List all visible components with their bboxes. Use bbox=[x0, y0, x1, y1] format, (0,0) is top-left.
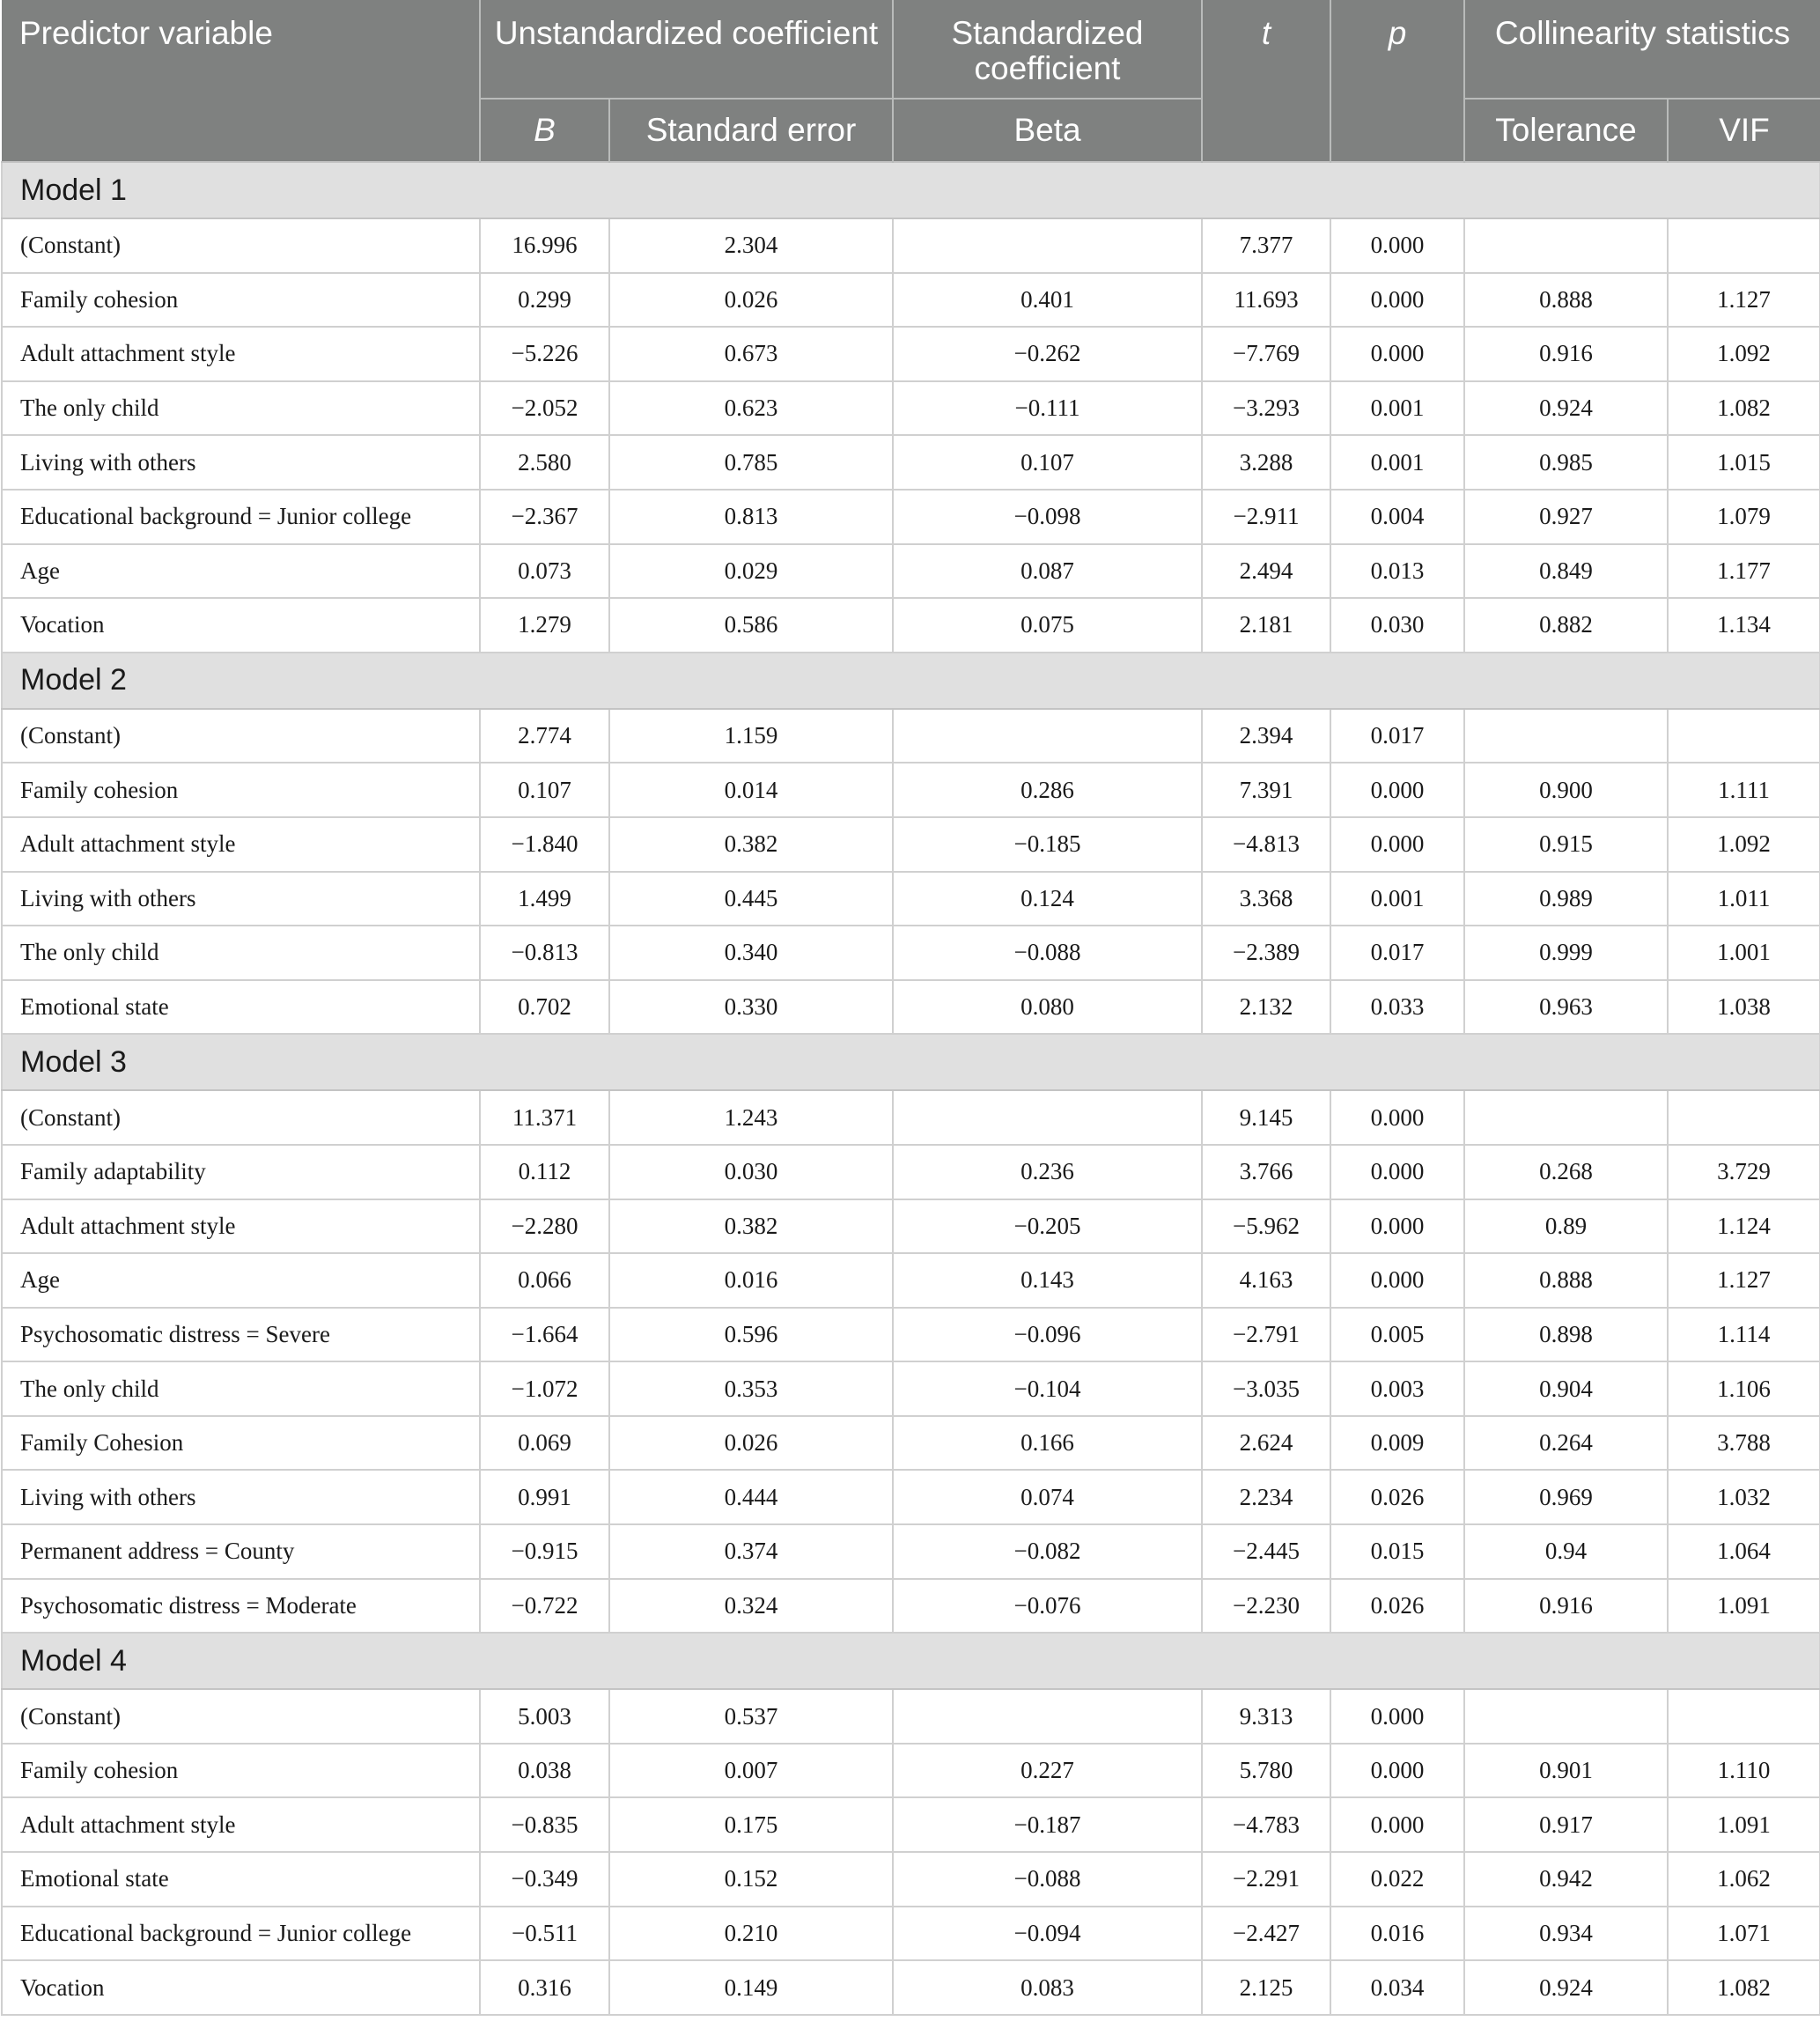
cell-standard-error: 0.029 bbox=[609, 544, 893, 599]
table-row bbox=[2, 273, 1820, 328]
cell-tolerance bbox=[1464, 709, 1668, 764]
cell-standard-error: 0.586 bbox=[609, 598, 893, 653]
cell-b: 16.996 bbox=[480, 218, 609, 273]
header-unstandardized-coefficient: Unstandardized coefficient bbox=[480, 0, 893, 99]
cell-predictor: Adult attachment style bbox=[2, 1199, 480, 1254]
header-standard-error: Standard error bbox=[609, 99, 893, 162]
cell-tolerance bbox=[1464, 1689, 1668, 1744]
cell-vif: 1.032 bbox=[1668, 1470, 1820, 1524]
cell-t: 11.693 bbox=[1202, 273, 1330, 328]
cell-standard-error: 0.324 bbox=[609, 1579, 893, 1634]
model-header-row bbox=[2, 1034, 1820, 1090]
cell-tolerance bbox=[1464, 218, 1668, 273]
cell-t: 3.288 bbox=[1202, 435, 1330, 490]
cell-predictor: Emotional state bbox=[2, 980, 480, 1035]
cell-t: 5.780 bbox=[1202, 1744, 1330, 1798]
table-row bbox=[2, 1199, 1820, 1254]
cell-tolerance: 0.900 bbox=[1464, 763, 1668, 817]
cell-t: 2.132 bbox=[1202, 980, 1330, 1035]
cell-predictor: Adult attachment style bbox=[2, 817, 480, 872]
cell-beta: 0.083 bbox=[893, 1960, 1202, 2015]
cell-vif: 1.092 bbox=[1668, 327, 1820, 381]
cell-p: 0.000 bbox=[1330, 817, 1464, 872]
table-row bbox=[2, 1907, 1820, 1961]
cell-predictor: Family adaptability bbox=[2, 1145, 480, 1199]
table-row bbox=[2, 763, 1820, 817]
table-row bbox=[2, 1470, 1820, 1524]
table-row bbox=[2, 1744, 1820, 1798]
cell-standard-error: 0.673 bbox=[609, 327, 893, 381]
cell-beta: −0.088 bbox=[893, 1852, 1202, 1907]
model-header-row bbox=[2, 1633, 1820, 1689]
cell-p: 0.013 bbox=[1330, 544, 1464, 599]
cell-p: 0.000 bbox=[1330, 763, 1464, 817]
cell-p: 0.003 bbox=[1330, 1361, 1464, 1416]
cell-p: 0.005 bbox=[1330, 1308, 1464, 1362]
cell-beta: −0.082 bbox=[893, 1524, 1202, 1579]
cell-p: 0.009 bbox=[1330, 1416, 1464, 1471]
cell-beta: 0.401 bbox=[893, 273, 1202, 328]
cell-b: 0.066 bbox=[480, 1253, 609, 1308]
cell-tolerance: 0.999 bbox=[1464, 926, 1668, 980]
cell-b: −0.722 bbox=[480, 1579, 609, 1634]
cell-beta bbox=[893, 1689, 1202, 1744]
cell-p: 0.033 bbox=[1330, 980, 1464, 1035]
table-row bbox=[2, 435, 1820, 490]
header-b bbox=[480, 99, 609, 162]
table-row bbox=[2, 1797, 1820, 1852]
cell-vif bbox=[1668, 1090, 1820, 1145]
cell-vif: 1.091 bbox=[1668, 1797, 1820, 1852]
cell-b: −1.072 bbox=[480, 1361, 609, 1416]
cell-predictor: The only child bbox=[2, 1361, 480, 1416]
cell-tolerance: 0.904 bbox=[1464, 1361, 1668, 1416]
cell-b: −2.280 bbox=[480, 1199, 609, 1254]
header-beta: Beta bbox=[893, 99, 1202, 162]
cell-standard-error: 2.304 bbox=[609, 218, 893, 273]
cell-b: 2.580 bbox=[480, 435, 609, 490]
cell-tolerance: 0.898 bbox=[1464, 1308, 1668, 1362]
cell-tolerance: 0.89 bbox=[1464, 1199, 1668, 1254]
cell-beta: 0.286 bbox=[893, 763, 1202, 817]
cell-beta: −0.094 bbox=[893, 1907, 1202, 1961]
cell-beta: −0.205 bbox=[893, 1199, 1202, 1254]
header-b-label: B bbox=[534, 112, 556, 148]
cell-predictor: Living with others bbox=[2, 435, 480, 490]
cell-predictor: (Constant) bbox=[2, 218, 480, 273]
cell-tolerance: 0.849 bbox=[1464, 544, 1668, 599]
cell-vif: 1.071 bbox=[1668, 1907, 1820, 1961]
cell-vif: 1.092 bbox=[1668, 817, 1820, 872]
table-row bbox=[2, 381, 1820, 436]
cell-beta: 0.236 bbox=[893, 1145, 1202, 1199]
cell-predictor: Educational background = Junior college bbox=[2, 1907, 480, 1961]
cell-vif: 1.082 bbox=[1668, 1960, 1820, 2015]
cell-vif: 1.082 bbox=[1668, 381, 1820, 436]
cell-standard-error: 1.243 bbox=[609, 1090, 893, 1145]
cell-predictor: (Constant) bbox=[2, 1090, 480, 1145]
cell-predictor: Age bbox=[2, 544, 480, 599]
cell-vif: 3.788 bbox=[1668, 1416, 1820, 1471]
table-row bbox=[2, 872, 1820, 926]
cell-tolerance: 0.901 bbox=[1464, 1744, 1668, 1798]
cell-p: 0.022 bbox=[1330, 1852, 1464, 1907]
table-row bbox=[2, 544, 1820, 599]
cell-tolerance: 0.942 bbox=[1464, 1852, 1668, 1907]
cell-b: −0.915 bbox=[480, 1524, 609, 1579]
cell-t: 3.368 bbox=[1202, 872, 1330, 926]
cell-beta: −0.262 bbox=[893, 327, 1202, 381]
cell-b: 1.279 bbox=[480, 598, 609, 653]
cell-standard-error: 0.007 bbox=[609, 1744, 893, 1798]
cell-b: 1.499 bbox=[480, 872, 609, 926]
cell-p: 0.000 bbox=[1330, 1145, 1464, 1199]
cell-vif: 1.015 bbox=[1668, 435, 1820, 490]
cell-predictor: (Constant) bbox=[2, 1689, 480, 1744]
header-t bbox=[1202, 0, 1330, 162]
table-row bbox=[2, 817, 1820, 872]
cell-vif: 1.111 bbox=[1668, 763, 1820, 817]
table-row bbox=[2, 598, 1820, 653]
cell-predictor: Family cohesion bbox=[2, 763, 480, 817]
cell-p: 0.000 bbox=[1330, 273, 1464, 328]
table-row bbox=[2, 1524, 1820, 1579]
cell-vif: 1.079 bbox=[1668, 490, 1820, 544]
cell-t: 2.181 bbox=[1202, 598, 1330, 653]
cell-b: 0.991 bbox=[480, 1470, 609, 1524]
cell-t: 7.391 bbox=[1202, 763, 1330, 817]
cell-b: 0.299 bbox=[480, 273, 609, 328]
cell-tolerance: 0.917 bbox=[1464, 1797, 1668, 1852]
regression-table bbox=[1, 0, 1820, 2016]
cell-beta: 0.107 bbox=[893, 435, 1202, 490]
table-row bbox=[2, 1361, 1820, 1416]
cell-t: −2.389 bbox=[1202, 926, 1330, 980]
cell-tolerance: 0.888 bbox=[1464, 273, 1668, 328]
cell-t: 4.163 bbox=[1202, 1253, 1330, 1308]
cell-tolerance: 0.969 bbox=[1464, 1470, 1668, 1524]
cell-t: −4.813 bbox=[1202, 817, 1330, 872]
cell-predictor: Family cohesion bbox=[2, 273, 480, 328]
header-vif: VIF bbox=[1668, 99, 1820, 162]
cell-t: 2.125 bbox=[1202, 1960, 1330, 2015]
cell-tolerance: 0.888 bbox=[1464, 1253, 1668, 1308]
cell-beta: −0.088 bbox=[893, 926, 1202, 980]
cell-vif: 1.127 bbox=[1668, 1253, 1820, 1308]
cell-tolerance: 0.963 bbox=[1464, 980, 1668, 1035]
cell-tolerance: 0.915 bbox=[1464, 817, 1668, 872]
table-row bbox=[2, 327, 1820, 381]
cell-standard-error: 0.340 bbox=[609, 926, 893, 980]
cell-standard-error: 0.175 bbox=[609, 1797, 893, 1852]
cell-b: −2.052 bbox=[480, 381, 609, 436]
cell-standard-error: 0.026 bbox=[609, 1416, 893, 1471]
cell-vif bbox=[1668, 1689, 1820, 1744]
cell-standard-error: 0.813 bbox=[609, 490, 893, 544]
cell-standard-error: 0.537 bbox=[609, 1689, 893, 1744]
cell-standard-error: 0.014 bbox=[609, 763, 893, 817]
cell-vif: 1.177 bbox=[1668, 544, 1820, 599]
model-title: Model 2 bbox=[2, 653, 1820, 709]
cell-p: 0.017 bbox=[1330, 709, 1464, 764]
cell-p: 0.016 bbox=[1330, 1907, 1464, 1961]
cell-t: −2.791 bbox=[1202, 1308, 1330, 1362]
cell-p: 0.004 bbox=[1330, 490, 1464, 544]
table-row bbox=[2, 490, 1820, 544]
cell-beta: −0.187 bbox=[893, 1797, 1202, 1852]
cell-p: 0.000 bbox=[1330, 1797, 1464, 1852]
cell-t: 9.313 bbox=[1202, 1689, 1330, 1744]
cell-p: 0.000 bbox=[1330, 1090, 1464, 1145]
cell-p: 0.034 bbox=[1330, 1960, 1464, 2015]
cell-standard-error: 0.330 bbox=[609, 980, 893, 1035]
cell-b: 0.069 bbox=[480, 1416, 609, 1471]
cell-tolerance: 0.934 bbox=[1464, 1907, 1668, 1961]
model-title: Model 3 bbox=[2, 1034, 1820, 1090]
table-row bbox=[2, 1090, 1820, 1145]
table-row bbox=[2, 1253, 1820, 1308]
table-row bbox=[2, 926, 1820, 980]
cell-b: 0.038 bbox=[480, 1744, 609, 1798]
cell-predictor: The only child bbox=[2, 926, 480, 980]
cell-standard-error: 0.596 bbox=[609, 1308, 893, 1362]
cell-standard-error: 1.159 bbox=[609, 709, 893, 764]
cell-vif: 1.062 bbox=[1668, 1852, 1820, 1907]
cell-vif bbox=[1668, 218, 1820, 273]
cell-beta: 0.143 bbox=[893, 1253, 1202, 1308]
cell-predictor: Psychosomatic distress = Severe bbox=[2, 1308, 480, 1362]
cell-predictor: (Constant) bbox=[2, 709, 480, 764]
model-title: Model 1 bbox=[2, 162, 1820, 218]
cell-tolerance: 0.916 bbox=[1464, 327, 1668, 381]
cell-predictor: Living with others bbox=[2, 872, 480, 926]
table-row bbox=[2, 1579, 1820, 1634]
cell-t: −4.783 bbox=[1202, 1797, 1330, 1852]
cell-standard-error: 0.026 bbox=[609, 273, 893, 328]
header-p bbox=[1330, 0, 1464, 162]
cell-beta: −0.076 bbox=[893, 1579, 1202, 1634]
cell-beta bbox=[893, 1090, 1202, 1145]
header-t-label: t bbox=[1261, 15, 1271, 51]
cell-predictor: Adult attachment style bbox=[2, 327, 480, 381]
header-predictor-variable: Predictor variable bbox=[2, 0, 480, 162]
cell-tolerance: 0.927 bbox=[1464, 490, 1668, 544]
table-header bbox=[2, 0, 1820, 162]
cell-tolerance: 0.924 bbox=[1464, 381, 1668, 436]
cell-t: 2.394 bbox=[1202, 709, 1330, 764]
cell-b: −2.367 bbox=[480, 490, 609, 544]
cell-t: 2.494 bbox=[1202, 544, 1330, 599]
cell-predictor: Educational background = Junior college bbox=[2, 490, 480, 544]
model-header-row bbox=[2, 162, 1820, 218]
cell-predictor: Age bbox=[2, 1253, 480, 1308]
cell-b: −1.840 bbox=[480, 817, 609, 872]
cell-tolerance: 0.924 bbox=[1464, 1960, 1668, 2015]
cell-b: 0.316 bbox=[480, 1960, 609, 2015]
cell-standard-error: 0.623 bbox=[609, 381, 893, 436]
cell-t: 3.766 bbox=[1202, 1145, 1330, 1199]
cell-standard-error: 0.382 bbox=[609, 1199, 893, 1254]
header-tolerance: Tolerance bbox=[1464, 99, 1668, 162]
cell-t: −3.293 bbox=[1202, 381, 1330, 436]
cell-p: 0.026 bbox=[1330, 1470, 1464, 1524]
cell-b: 5.003 bbox=[480, 1689, 609, 1744]
cell-b: −0.511 bbox=[480, 1907, 609, 1961]
cell-vif: 1.114 bbox=[1668, 1308, 1820, 1362]
cell-vif: 1.038 bbox=[1668, 980, 1820, 1035]
cell-predictor: Vocation bbox=[2, 598, 480, 653]
table-row bbox=[2, 218, 1820, 273]
cell-beta: 0.227 bbox=[893, 1744, 1202, 1798]
cell-b: −1.664 bbox=[480, 1308, 609, 1362]
cell-beta: −0.098 bbox=[893, 490, 1202, 544]
cell-p: 0.001 bbox=[1330, 872, 1464, 926]
cell-tolerance: 0.916 bbox=[1464, 1579, 1668, 1634]
cell-standard-error: 0.374 bbox=[609, 1524, 893, 1579]
cell-tolerance: 0.94 bbox=[1464, 1524, 1668, 1579]
cell-vif: 1.134 bbox=[1668, 598, 1820, 653]
cell-vif: 3.729 bbox=[1668, 1145, 1820, 1199]
cell-b: 0.702 bbox=[480, 980, 609, 1035]
cell-standard-error: 0.382 bbox=[609, 817, 893, 872]
cell-t: 2.234 bbox=[1202, 1470, 1330, 1524]
cell-standard-error: 0.016 bbox=[609, 1253, 893, 1308]
cell-vif: 1.110 bbox=[1668, 1744, 1820, 1798]
cell-predictor: Family Cohesion bbox=[2, 1416, 480, 1471]
table-row bbox=[2, 1416, 1820, 1471]
cell-predictor: Family cohesion bbox=[2, 1744, 480, 1798]
cell-predictor: Psychosomatic distress = Moderate bbox=[2, 1579, 480, 1634]
cell-standard-error: 0.353 bbox=[609, 1361, 893, 1416]
header-p-label: p bbox=[1388, 15, 1407, 51]
cell-b: 0.107 bbox=[480, 763, 609, 817]
cell-p: 0.000 bbox=[1330, 1744, 1464, 1798]
cell-vif: 1.064 bbox=[1668, 1524, 1820, 1579]
cell-beta: 0.166 bbox=[893, 1416, 1202, 1471]
table-row bbox=[2, 1852, 1820, 1907]
table-body bbox=[2, 162, 1820, 2015]
cell-predictor: Emotional state bbox=[2, 1852, 480, 1907]
cell-p: 0.015 bbox=[1330, 1524, 1464, 1579]
cell-tolerance: 0.882 bbox=[1464, 598, 1668, 653]
table-row bbox=[2, 1689, 1820, 1744]
cell-p: 0.001 bbox=[1330, 381, 1464, 436]
table-row bbox=[2, 980, 1820, 1035]
cell-t: −2.230 bbox=[1202, 1579, 1330, 1634]
cell-b: 11.371 bbox=[480, 1090, 609, 1145]
cell-b: −0.349 bbox=[480, 1852, 609, 1907]
cell-vif: 1.001 bbox=[1668, 926, 1820, 980]
cell-t: −7.769 bbox=[1202, 327, 1330, 381]
cell-p: 0.000 bbox=[1330, 327, 1464, 381]
cell-standard-error: 0.445 bbox=[609, 872, 893, 926]
cell-beta: 0.075 bbox=[893, 598, 1202, 653]
cell-b: −0.813 bbox=[480, 926, 609, 980]
cell-t: 2.624 bbox=[1202, 1416, 1330, 1471]
cell-beta: 0.124 bbox=[893, 872, 1202, 926]
cell-predictor: Vocation bbox=[2, 1960, 480, 2015]
cell-standard-error: 0.210 bbox=[609, 1907, 893, 1961]
header-standardized-coefficient: Standardized coefficient bbox=[893, 0, 1202, 99]
cell-tolerance: 0.264 bbox=[1464, 1416, 1668, 1471]
cell-standard-error: 0.444 bbox=[609, 1470, 893, 1524]
cell-predictor: The only child bbox=[2, 381, 480, 436]
cell-beta: −0.111 bbox=[893, 381, 1202, 436]
cell-beta: 0.074 bbox=[893, 1470, 1202, 1524]
cell-tolerance: 0.985 bbox=[1464, 435, 1668, 490]
cell-p: 0.030 bbox=[1330, 598, 1464, 653]
cell-p: 0.000 bbox=[1330, 1199, 1464, 1254]
cell-b: 0.112 bbox=[480, 1145, 609, 1199]
cell-t: −2.911 bbox=[1202, 490, 1330, 544]
model-title: Model 4 bbox=[2, 1633, 1820, 1689]
cell-b: −5.226 bbox=[480, 327, 609, 381]
cell-tolerance: 0.268 bbox=[1464, 1145, 1668, 1199]
cell-vif bbox=[1668, 709, 1820, 764]
cell-p: 0.017 bbox=[1330, 926, 1464, 980]
cell-t: 7.377 bbox=[1202, 218, 1330, 273]
cell-t: −2.291 bbox=[1202, 1852, 1330, 1907]
cell-vif: 1.091 bbox=[1668, 1579, 1820, 1634]
table-row bbox=[2, 1145, 1820, 1199]
cell-p: 0.000 bbox=[1330, 1689, 1464, 1744]
cell-vif: 1.124 bbox=[1668, 1199, 1820, 1254]
cell-vif: 1.106 bbox=[1668, 1361, 1820, 1416]
cell-standard-error: 0.149 bbox=[609, 1960, 893, 2015]
table-row bbox=[2, 709, 1820, 764]
cell-beta: 0.080 bbox=[893, 980, 1202, 1035]
cell-t: −5.962 bbox=[1202, 1199, 1330, 1254]
cell-b: 0.073 bbox=[480, 544, 609, 599]
cell-tolerance bbox=[1464, 1090, 1668, 1145]
cell-t: 9.145 bbox=[1202, 1090, 1330, 1145]
cell-beta bbox=[893, 709, 1202, 764]
cell-b: −0.835 bbox=[480, 1797, 609, 1852]
cell-beta: 0.087 bbox=[893, 544, 1202, 599]
cell-p: 0.001 bbox=[1330, 435, 1464, 490]
cell-standard-error: 0.030 bbox=[609, 1145, 893, 1199]
cell-beta bbox=[893, 218, 1202, 273]
cell-p: 0.000 bbox=[1330, 218, 1464, 273]
cell-beta: −0.104 bbox=[893, 1361, 1202, 1416]
cell-tolerance: 0.989 bbox=[1464, 872, 1668, 926]
cell-t: −2.445 bbox=[1202, 1524, 1330, 1579]
cell-predictor: Living with others bbox=[2, 1470, 480, 1524]
table-row bbox=[2, 1960, 1820, 2015]
cell-p: 0.026 bbox=[1330, 1579, 1464, 1634]
cell-predictor: Permanent address = County bbox=[2, 1524, 480, 1579]
model-header-row bbox=[2, 653, 1820, 709]
cell-vif: 1.011 bbox=[1668, 872, 1820, 926]
cell-p: 0.000 bbox=[1330, 1253, 1464, 1308]
cell-standard-error: 0.152 bbox=[609, 1852, 893, 1907]
cell-beta: −0.185 bbox=[893, 817, 1202, 872]
cell-t: −2.427 bbox=[1202, 1907, 1330, 1961]
cell-vif: 1.127 bbox=[1668, 273, 1820, 328]
header-collinearity-statistics: Collinearity statistics bbox=[1464, 0, 1820, 99]
table-row bbox=[2, 1308, 1820, 1362]
cell-beta: −0.096 bbox=[893, 1308, 1202, 1362]
cell-standard-error: 0.785 bbox=[609, 435, 893, 490]
cell-t: −3.035 bbox=[1202, 1361, 1330, 1416]
cell-b: 2.774 bbox=[480, 709, 609, 764]
cell-predictor: Adult attachment style bbox=[2, 1797, 480, 1852]
